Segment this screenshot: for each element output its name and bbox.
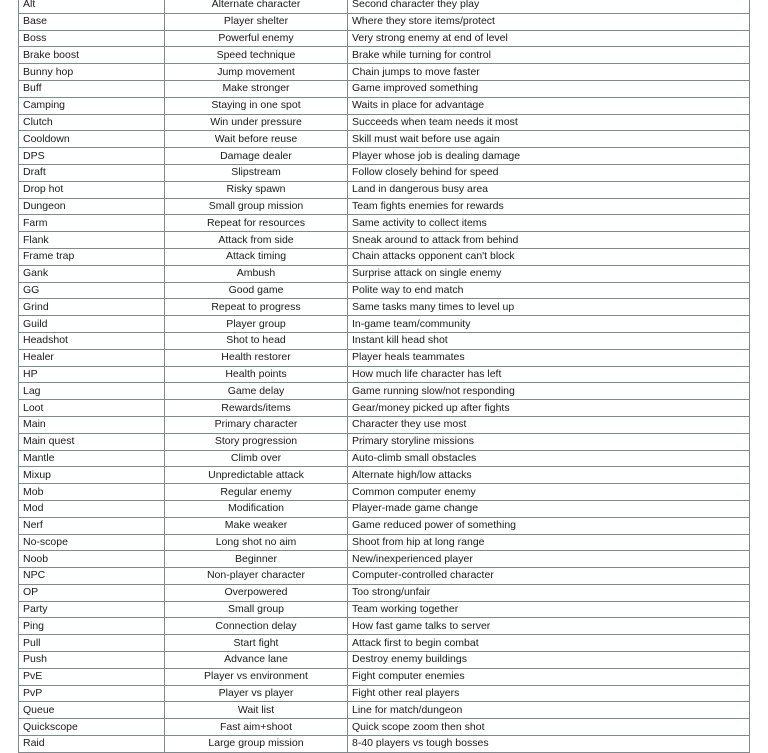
description-cell: Game running slow/not responding bbox=[348, 383, 750, 400]
term-cell: Draft bbox=[19, 164, 165, 181]
term-cell: Quickscope bbox=[19, 719, 165, 736]
description-cell: Same tasks many times to level up bbox=[348, 299, 750, 316]
term-cell: HP bbox=[19, 366, 165, 383]
description-cell: Sneak around to attack from behind bbox=[348, 232, 750, 249]
table-row bbox=[19, 232, 750, 249]
term-cell: Dungeon bbox=[19, 198, 165, 215]
meaning-cell: Large group mission bbox=[165, 736, 348, 753]
table-row bbox=[19, 635, 750, 652]
meaning-cell: Small group mission bbox=[165, 198, 348, 215]
term-cell: Bunny hop bbox=[19, 64, 165, 81]
description-cell: Player-made game change bbox=[348, 500, 750, 517]
table-row bbox=[19, 383, 750, 400]
table-row bbox=[19, 719, 750, 736]
description-cell: Waits in place for advantage bbox=[348, 97, 750, 114]
meaning-cell: Make stronger bbox=[165, 80, 348, 97]
description-cell: Fight other real players bbox=[348, 685, 750, 702]
meaning-cell: Powerful enemy bbox=[165, 30, 348, 47]
table-row bbox=[19, 467, 750, 484]
table-row bbox=[19, 299, 750, 316]
description-cell: Line for match/dungeon bbox=[348, 702, 750, 719]
description-cell: Second character they play bbox=[348, 0, 750, 13]
meaning-cell: Start fight bbox=[165, 635, 348, 652]
meaning-cell: Player vs player bbox=[165, 685, 348, 702]
term-cell: Party bbox=[19, 601, 165, 618]
term-cell: Raid bbox=[19, 736, 165, 753]
table-row bbox=[19, 47, 750, 64]
meaning-cell: Game delay bbox=[165, 383, 348, 400]
meaning-cell: Small group bbox=[165, 601, 348, 618]
term-cell: Mantle bbox=[19, 450, 165, 467]
term-cell: Base bbox=[19, 13, 165, 30]
term-cell: Frame trap bbox=[19, 248, 165, 265]
meaning-cell: Fast aim+shoot bbox=[165, 719, 348, 736]
table-row bbox=[19, 30, 750, 47]
term-cell: Pull bbox=[19, 635, 165, 652]
term-cell: Boss bbox=[19, 30, 165, 47]
table-row bbox=[19, 500, 750, 517]
description-cell: Quick scope zoom then shot bbox=[348, 719, 750, 736]
description-cell: Succeeds when team needs it most bbox=[348, 114, 750, 131]
description-cell: Very strong enemy at end of level bbox=[348, 30, 750, 47]
table-row bbox=[19, 400, 750, 417]
table-row bbox=[19, 450, 750, 467]
description-cell: Fight computer enemies bbox=[348, 668, 750, 685]
description-cell: Too strong/unfair bbox=[348, 584, 750, 601]
meaning-cell: Win under pressure bbox=[165, 114, 348, 131]
description-cell: Where they store items/protect bbox=[348, 13, 750, 30]
term-cell: PvP bbox=[19, 685, 165, 702]
description-cell: Player heals teammates bbox=[348, 349, 750, 366]
term-cell: Alt bbox=[19, 0, 165, 13]
meaning-cell: Primary character bbox=[165, 416, 348, 433]
term-cell: Push bbox=[19, 652, 165, 669]
description-cell: Brake while turning for control bbox=[348, 47, 750, 64]
description-cell: Gear/money picked up after fights bbox=[348, 400, 750, 417]
meaning-cell: Rewards/items bbox=[165, 400, 348, 417]
table-row bbox=[19, 215, 750, 232]
term-cell: Healer bbox=[19, 349, 165, 366]
table-row bbox=[19, 181, 750, 198]
description-cell: Skill must wait before use again bbox=[348, 131, 750, 148]
term-cell: NPC bbox=[19, 568, 165, 585]
description-cell: Player whose job is dealing damage bbox=[348, 148, 750, 165]
meaning-cell: Player shelter bbox=[165, 13, 348, 30]
description-cell: Chain attacks opponent can't block bbox=[348, 248, 750, 265]
table-row bbox=[19, 551, 750, 568]
term-cell: Camping bbox=[19, 97, 165, 114]
meaning-cell: Repeat to progress bbox=[165, 299, 348, 316]
term-cell: Mixup bbox=[19, 467, 165, 484]
term-cell: Ping bbox=[19, 618, 165, 635]
description-cell: Team fights enemies for rewards bbox=[348, 198, 750, 215]
table-row bbox=[19, 584, 750, 601]
table-row bbox=[19, 702, 750, 719]
meaning-cell: Attack from side bbox=[165, 232, 348, 249]
table-row bbox=[19, 148, 750, 165]
table-row bbox=[19, 131, 750, 148]
table-row bbox=[19, 0, 750, 13]
meaning-cell: Unpredictable attack bbox=[165, 467, 348, 484]
meaning-cell: Long shot no aim bbox=[165, 534, 348, 551]
table-row bbox=[19, 668, 750, 685]
term-cell: Drop hot bbox=[19, 181, 165, 198]
meaning-cell: Overpowered bbox=[165, 584, 348, 601]
description-cell: Surprise attack on single enemy bbox=[348, 265, 750, 282]
meaning-cell: Wait list bbox=[165, 702, 348, 719]
term-cell: Mod bbox=[19, 500, 165, 517]
description-cell: Game reduced power of something bbox=[348, 517, 750, 534]
meaning-cell: Slipstream bbox=[165, 164, 348, 181]
meaning-cell: Wait before reuse bbox=[165, 131, 348, 148]
meaning-cell: Modification bbox=[165, 500, 348, 517]
table-row bbox=[19, 685, 750, 702]
meaning-cell: Advance lane bbox=[165, 652, 348, 669]
meaning-cell: Health points bbox=[165, 366, 348, 383]
meaning-cell: Repeat for resources bbox=[165, 215, 348, 232]
table-row bbox=[19, 13, 750, 30]
meaning-cell: Staying in one spot bbox=[165, 97, 348, 114]
description-cell: How fast game talks to server bbox=[348, 618, 750, 635]
description-cell: Chain jumps to move faster bbox=[348, 64, 750, 81]
description-cell: Attack first to begin combat bbox=[348, 635, 750, 652]
description-cell: Same activity to collect items bbox=[348, 215, 750, 232]
term-cell: Flank bbox=[19, 232, 165, 249]
term-cell: Queue bbox=[19, 702, 165, 719]
meaning-cell: Story progression bbox=[165, 433, 348, 450]
term-cell: Farm bbox=[19, 215, 165, 232]
description-cell: Destroy enemy buildings bbox=[348, 652, 750, 669]
meaning-cell: Attack timing bbox=[165, 248, 348, 265]
meaning-cell: Shot to head bbox=[165, 332, 348, 349]
meaning-cell: Jump movement bbox=[165, 64, 348, 81]
description-cell: 8-40 players vs tough bosses bbox=[348, 736, 750, 753]
table-row bbox=[19, 484, 750, 501]
term-cell: GG bbox=[19, 282, 165, 299]
term-cell: DPS bbox=[19, 148, 165, 165]
meaning-cell: Alternate character bbox=[165, 0, 348, 13]
term-cell: Brake boost bbox=[19, 47, 165, 64]
table-row bbox=[19, 568, 750, 585]
table-row bbox=[19, 517, 750, 534]
table-row bbox=[19, 248, 750, 265]
description-cell: Alternate high/low attacks bbox=[348, 467, 750, 484]
description-cell: In-game team/community bbox=[348, 316, 750, 333]
description-cell: How much life character has left bbox=[348, 366, 750, 383]
term-cell: Cooldown bbox=[19, 131, 165, 148]
term-cell: Headshot bbox=[19, 332, 165, 349]
meaning-cell: Good game bbox=[165, 282, 348, 299]
term-cell: Guild bbox=[19, 316, 165, 333]
gaming-terms-table bbox=[18, 0, 750, 753]
meaning-cell: Ambush bbox=[165, 265, 348, 282]
table-row bbox=[19, 618, 750, 635]
meaning-cell: Risky spawn bbox=[165, 181, 348, 198]
table-row bbox=[19, 332, 750, 349]
term-cell: Mob bbox=[19, 484, 165, 501]
meaning-cell: Player vs environment bbox=[165, 668, 348, 685]
term-cell: No-scope bbox=[19, 534, 165, 551]
description-cell: Team working together bbox=[348, 601, 750, 618]
meaning-cell: Connection delay bbox=[165, 618, 348, 635]
meaning-cell: Damage dealer bbox=[165, 148, 348, 165]
description-cell: New/inexperienced player bbox=[348, 551, 750, 568]
term-cell: PvE bbox=[19, 668, 165, 685]
table-row bbox=[19, 282, 750, 299]
term-cell: Grind bbox=[19, 299, 165, 316]
meaning-cell: Health restorer bbox=[165, 349, 348, 366]
term-cell: Buff bbox=[19, 80, 165, 97]
meaning-cell: Beginner bbox=[165, 551, 348, 568]
table-row bbox=[19, 316, 750, 333]
gaming-terms-table-body bbox=[19, 0, 750, 752]
description-cell: Polite way to end match bbox=[348, 282, 750, 299]
table-row bbox=[19, 164, 750, 181]
table-row bbox=[19, 534, 750, 551]
table-row bbox=[19, 652, 750, 669]
table-row bbox=[19, 416, 750, 433]
meaning-cell: Regular enemy bbox=[165, 484, 348, 501]
table-row bbox=[19, 97, 750, 114]
term-cell: Loot bbox=[19, 400, 165, 417]
term-cell: Gank bbox=[19, 265, 165, 282]
term-cell: Clutch bbox=[19, 114, 165, 131]
meaning-cell: Make weaker bbox=[165, 517, 348, 534]
meaning-cell: Climb over bbox=[165, 450, 348, 467]
meaning-cell: Player group bbox=[165, 316, 348, 333]
table-row bbox=[19, 366, 750, 383]
meaning-cell: Speed technique bbox=[165, 47, 348, 64]
table-row bbox=[19, 349, 750, 366]
table-row bbox=[19, 601, 750, 618]
table-row bbox=[19, 114, 750, 131]
description-cell: Common computer enemy bbox=[348, 484, 750, 501]
description-cell: Character they use most bbox=[348, 416, 750, 433]
table-row bbox=[19, 433, 750, 450]
term-cell: OP bbox=[19, 584, 165, 601]
description-cell: Land in dangerous busy area bbox=[348, 181, 750, 198]
term-cell: Nerf bbox=[19, 517, 165, 534]
table-row bbox=[19, 265, 750, 282]
description-cell: Primary storyline missions bbox=[348, 433, 750, 450]
term-cell: Main bbox=[19, 416, 165, 433]
description-cell: Shoot from hip at long range bbox=[348, 534, 750, 551]
table-row bbox=[19, 64, 750, 81]
term-cell: Lag bbox=[19, 383, 165, 400]
meaning-cell: Non-player character bbox=[165, 568, 348, 585]
description-cell: Computer-controlled character bbox=[348, 568, 750, 585]
table-row bbox=[19, 80, 750, 97]
description-cell: Game improved something bbox=[348, 80, 750, 97]
description-cell: Instant kill head shot bbox=[348, 332, 750, 349]
term-cell: Noob bbox=[19, 551, 165, 568]
term-cell: Main quest bbox=[19, 433, 165, 450]
description-cell: Auto-climb small obstacles bbox=[348, 450, 750, 467]
table-row bbox=[19, 198, 750, 215]
description-cell: Follow closely behind for speed bbox=[348, 164, 750, 181]
